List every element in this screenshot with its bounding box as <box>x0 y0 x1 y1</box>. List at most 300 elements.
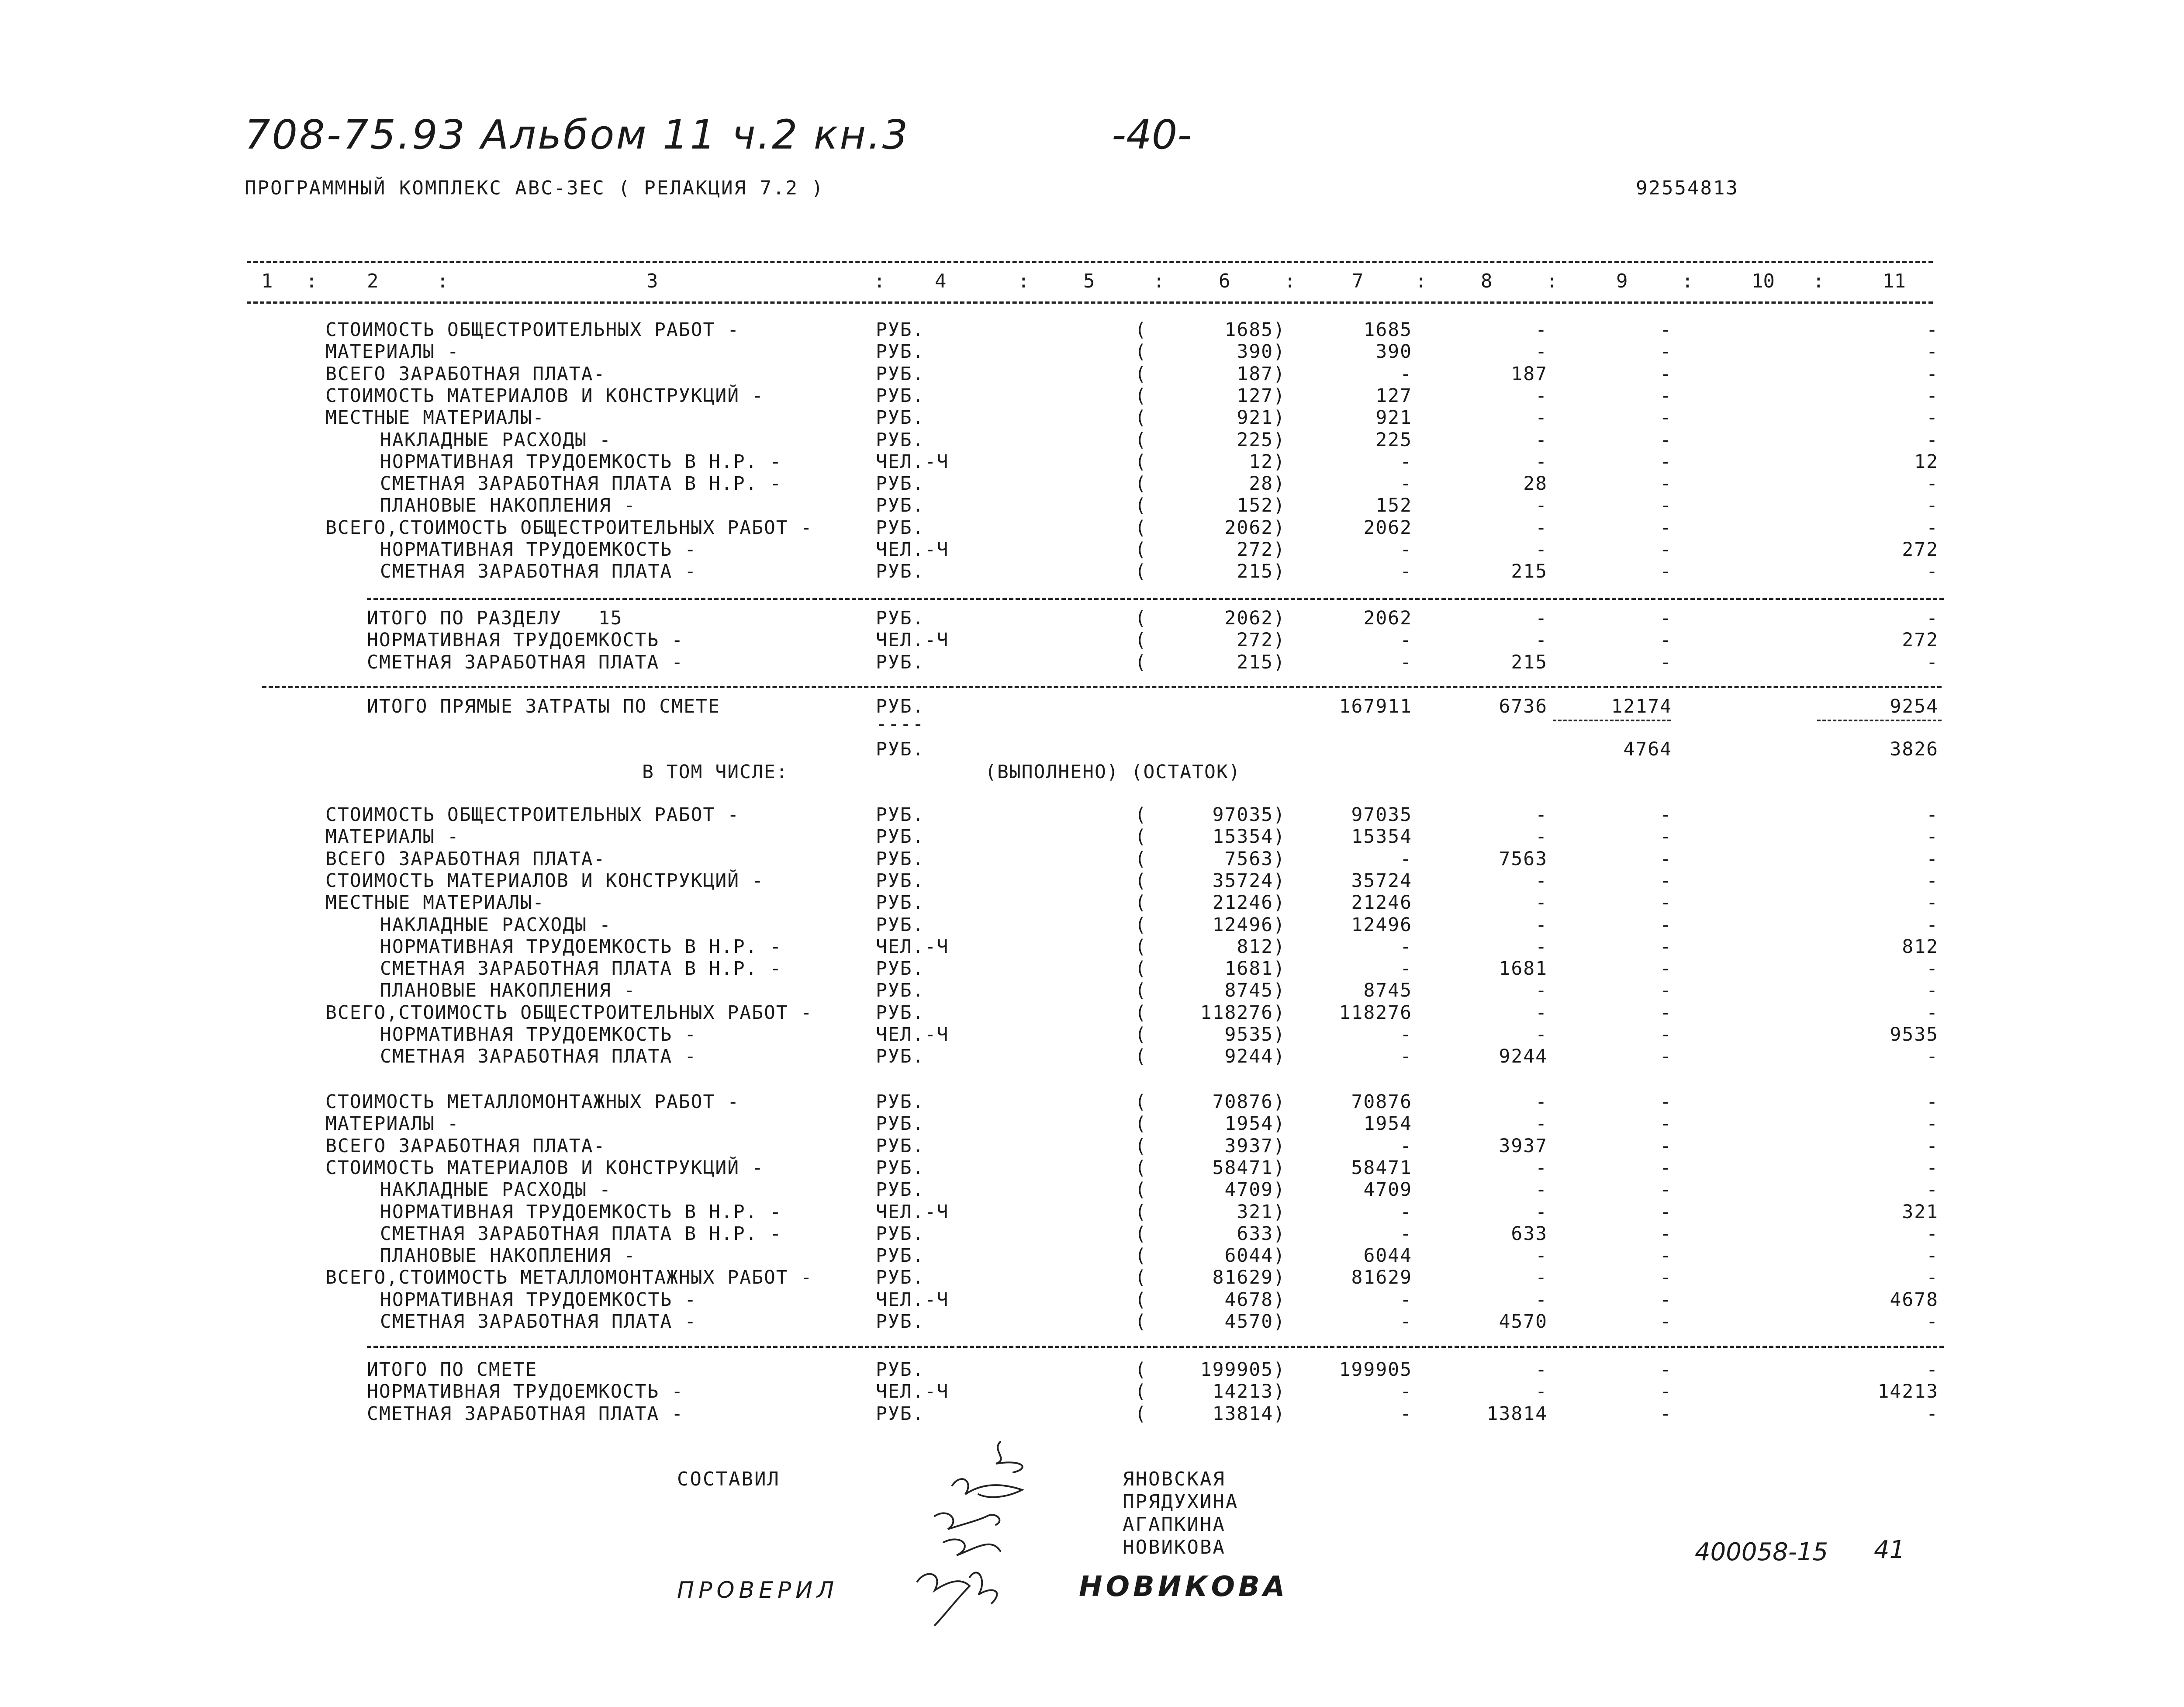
column-8-cell: 4570 <box>1499 1311 1548 1333</box>
row-label: НАКЛАДНЫЕ РАСХОДЫ - <box>380 429 612 451</box>
column-number: 7 <box>1352 270 1364 292</box>
table-row <box>0 914 2184 936</box>
column-7-cell: - <box>1400 651 1412 673</box>
column-6-cell: 1681) <box>1224 958 1286 980</box>
row-label: СМЕТНАЯ ЗАРАБОТНАЯ ПЛАТА В Н.Р. - <box>380 1222 782 1245</box>
column-8-cell: - <box>1535 1001 1548 1024</box>
table-row <box>0 561 2184 582</box>
row-label: СМЕТНАЯ ЗАРАБОТНАЯ ПЛАТА - <box>380 561 697 583</box>
column-6-cell: 4678) <box>1224 1288 1286 1311</box>
unit-cell: РУБ. <box>876 980 925 1002</box>
column-11-cell: - <box>1926 1311 1939 1333</box>
handwritten-album-title: 708-75.93 Альбом 11 ч.2 кн.3 <box>245 111 910 158</box>
table-row <box>0 1223 2184 1245</box>
table-row <box>0 958 2184 980</box>
column-8-cell: - <box>1535 914 1548 936</box>
open-paren: ( <box>1135 1135 1147 1157</box>
open-paren: ( <box>1135 1113 1147 1135</box>
unit-cell: РУБ. <box>876 738 925 760</box>
unit-cell: ЧЕЛ.-Ч <box>876 539 949 561</box>
table-row <box>0 517 2184 539</box>
open-paren: ( <box>1135 1245 1147 1267</box>
column-6-cell: 812) <box>1237 935 1286 958</box>
column-6-cell: 4570) <box>1224 1311 1286 1333</box>
unit-cell: РУБ. <box>876 804 925 826</box>
author-list <box>1123 1468 1238 1559</box>
column-7-cell: - <box>1400 1201 1412 1223</box>
column-separator: : <box>437 270 449 292</box>
open-paren: ( <box>1135 341 1147 363</box>
row-label: МАТЕРИАЛЫ - <box>325 1113 460 1135</box>
column-6-cell: 28) <box>1249 473 1286 495</box>
column-6-cell: 8745) <box>1224 980 1286 1002</box>
column-8-cell: - <box>1535 341 1548 363</box>
column-7-cell: - <box>1400 958 1412 980</box>
column-6-cell: 13814) <box>1212 1402 1286 1425</box>
column-7-cell: - <box>1400 363 1412 385</box>
column-11-cell: - <box>1926 804 1939 826</box>
row-label: НОРМАТИВНАЯ ТРУДОЕМКОСТЬ В Н.Р. - <box>380 1201 782 1223</box>
column-11-cell: - <box>1926 495 1939 517</box>
unit-cell: РУБ. <box>876 607 925 629</box>
row-label: ВСЕГО ЗАРАБОТНАЯ ПЛАТА- <box>325 363 606 385</box>
column-8-cell: - <box>1535 1381 1548 1403</box>
open-paren: ( <box>1135 561 1147 583</box>
open-paren: ( <box>1135 892 1147 914</box>
open-paren: ( <box>1135 869 1147 892</box>
table-row <box>0 936 2184 958</box>
open-paren: ( <box>1135 804 1147 826</box>
table-row <box>0 319 2184 341</box>
column-9-cell: - <box>1660 319 1672 341</box>
row-label: ПЛАНОВЫЕ НАКОПЛЕНИЯ - <box>380 495 636 517</box>
column-9-cell: 12174 <box>1611 696 1672 717</box>
row-label: ПЛАНОВЫЕ НАКОПЛЕНИЯ - <box>380 1245 636 1267</box>
open-paren: ( <box>1135 980 1147 1002</box>
unit-cell: РУБ. <box>876 1046 925 1068</box>
column-number: 3 <box>646 270 658 292</box>
column-8-cell: 1681 <box>1499 958 1548 980</box>
column-7-cell: 81629 <box>1351 1267 1412 1289</box>
column-7-cell: - <box>1400 1024 1412 1046</box>
divider-line <box>367 1346 1944 1348</box>
divider-line <box>1553 720 1671 721</box>
column-11-cell: - <box>1926 1113 1939 1135</box>
table-row <box>0 1289 2184 1311</box>
unit-cell: ЧЕЛ.-Ч <box>876 450 949 473</box>
column-6-cell: 921) <box>1237 407 1286 429</box>
column-7-cell: 12496 <box>1351 914 1412 936</box>
divider-line <box>1817 720 1942 721</box>
done-rest-label: (ВЫПОЛНЕНО) (ОСТАТОК) <box>985 761 1241 783</box>
open-paren: ( <box>1135 1288 1147 1311</box>
unit-cell: РУБ. <box>876 341 925 363</box>
column-number: 10 <box>1752 270 1775 292</box>
column-11-cell: - <box>1926 1001 1939 1024</box>
column-6-cell: 3937) <box>1224 1135 1286 1157</box>
column-11-cell: 321 <box>1902 1201 1939 1223</box>
unit-cell: РУБ. <box>876 958 925 980</box>
column-7-cell: 225 <box>1375 429 1412 451</box>
row-label: НОРМАТИВНАЯ ТРУДОЕМКОСТЬ - <box>380 1024 697 1046</box>
unit-cell: РУБ. <box>876 384 925 407</box>
column-9-cell: - <box>1660 826 1672 848</box>
table-row <box>0 1359 2184 1381</box>
direct-costs-row-2 <box>0 738 2184 760</box>
table-row <box>0 1046 2184 1067</box>
table-row <box>0 495 2184 516</box>
column-7-cell: - <box>1400 539 1412 561</box>
unit-cell: РУБ. <box>876 495 925 517</box>
column-11-cell: - <box>1926 1046 1939 1068</box>
table-row <box>0 1024 2184 1046</box>
column-7-cell: 97035 <box>1351 804 1412 826</box>
unit-cell: РУБ. <box>876 892 925 914</box>
column-6-cell: 9535) <box>1224 1024 1286 1046</box>
column-separator: : <box>1546 270 1558 292</box>
column-8-cell: 215 <box>1511 651 1548 673</box>
column-6-cell: 1685) <box>1224 319 1286 341</box>
column-6-cell: 272) <box>1237 629 1286 651</box>
column-8-cell: - <box>1535 1359 1548 1381</box>
table-row <box>0 1113 2184 1135</box>
column-6-cell: 81629) <box>1212 1267 1286 1289</box>
including-label: В ТОМ ЧИСЛЕ: <box>642 761 788 783</box>
row-label: МЕСТНЫЕ МАТЕРИАЛЫ- <box>325 892 545 914</box>
column-7-cell: 390 <box>1375 341 1412 363</box>
column-separator: : <box>874 270 885 292</box>
column-11-cell: - <box>1926 516 1939 539</box>
table-row <box>0 1091 2184 1113</box>
column-number: 6 <box>1219 270 1230 292</box>
column-11-cell: - <box>1926 1135 1939 1157</box>
column-8-cell: - <box>1535 1156 1548 1179</box>
open-paren: ( <box>1135 384 1147 407</box>
open-paren: ( <box>1135 473 1147 495</box>
column-9-cell: - <box>1660 1024 1672 1046</box>
open-paren: ( <box>1135 407 1147 429</box>
column-11-cell: - <box>1926 869 1939 892</box>
column-9-cell: - <box>1660 651 1672 673</box>
column-6-cell: 633) <box>1237 1222 1286 1245</box>
column-7-cell: - <box>1400 473 1412 495</box>
table-row <box>0 363 2184 385</box>
column-11-cell: 12 <box>1914 450 1939 473</box>
column-7-cell: 921 <box>1375 407 1412 429</box>
column-6-cell: 118276) <box>1200 1001 1286 1024</box>
unit-cell: ЧЕЛ.-Ч <box>876 1288 949 1311</box>
column-9-cell: - <box>1660 804 1672 826</box>
column-8-cell: - <box>1535 539 1548 561</box>
column-9-cell: - <box>1660 1001 1672 1024</box>
row-label: НОРМАТИВНАЯ ТРУДОЕМКОСТЬ - <box>380 1288 697 1311</box>
open-paren: ( <box>1135 1046 1147 1068</box>
column-6-cell: 152) <box>1237 495 1286 517</box>
column-7-cell: 118276 <box>1339 1001 1412 1024</box>
column-11-cell: - <box>1926 363 1939 385</box>
column-6-cell: 7563) <box>1224 848 1286 870</box>
column-9-cell: - <box>1660 1135 1672 1157</box>
unit-cell: РУБ. <box>876 826 925 848</box>
column-8-cell: - <box>1535 384 1548 407</box>
column-11-cell: 3826 <box>1890 738 1939 760</box>
column-6-cell: 12) <box>1249 450 1286 473</box>
row-label: СТОИМОСТЬ ОБЩЕСТРОИТЕЛЬНЫХ РАБОТ - <box>325 319 740 341</box>
row-label: НОРМАТИВНАЯ ТРУДОЕМКОСТЬ - <box>380 539 697 561</box>
unit-cell: РУБ. <box>876 407 925 429</box>
unit-cell: РУБ. <box>876 1091 925 1113</box>
row-label: НАКЛАДНЫЕ РАСХОДЫ - <box>380 914 612 936</box>
column-9-cell: 4764 <box>1623 738 1672 760</box>
column-6-cell: 21246) <box>1212 892 1286 914</box>
row-label: МАТЕРИАЛЫ - <box>325 341 460 363</box>
row-label: ИТОГО ПРЯМЫЕ ЗАТРАТЫ ПО СМЕТЕ <box>367 696 720 717</box>
table-row <box>0 1179 2184 1201</box>
column-header-row <box>0 270 2184 296</box>
column-8-cell: - <box>1535 495 1548 517</box>
column-9-cell: - <box>1660 539 1672 561</box>
column-8-cell: - <box>1535 869 1548 892</box>
column-9-cell: - <box>1660 1222 1672 1245</box>
column-7-cell: - <box>1400 1402 1412 1425</box>
column-7-cell: 167911 <box>1339 696 1412 717</box>
column-9-cell: - <box>1660 980 1672 1002</box>
column-8-cell: - <box>1535 1201 1548 1223</box>
column-8-cell: - <box>1535 804 1548 826</box>
column-11-cell: - <box>1926 826 1939 848</box>
unit-cell: ЧЕЛ.-Ч <box>876 935 949 958</box>
unit-cell: РУБ. <box>876 651 925 673</box>
column-6-cell: 35724) <box>1212 869 1286 892</box>
column-7-cell: 58471 <box>1351 1156 1412 1179</box>
column-9-cell: - <box>1660 561 1672 583</box>
open-paren: ( <box>1135 826 1147 848</box>
column-9-cell: - <box>1660 958 1672 980</box>
column-11-cell: - <box>1926 1222 1939 1245</box>
column-8-cell: - <box>1535 1267 1548 1289</box>
open-paren: ( <box>1135 607 1147 629</box>
column-7-cell: - <box>1400 1135 1412 1157</box>
column-7-cell: - <box>1400 450 1412 473</box>
signature-scribble <box>891 1433 1075 1634</box>
row-label: СМЕТНАЯ ЗАРАБОТНАЯ ПЛАТА - <box>380 1311 697 1333</box>
column-6-cell: 14213) <box>1212 1381 1286 1403</box>
column-8-cell: - <box>1535 935 1548 958</box>
open-paren: ( <box>1135 848 1147 870</box>
composed-label: СОСТАВИЛ <box>677 1468 780 1490</box>
row-label: СТОИМОСТЬ ОБЩЕСТРОИТЕЛЬНЫХ РАБОТ - <box>325 804 740 826</box>
unit-cell: РУБ. <box>876 1267 925 1289</box>
column-8-cell: - <box>1535 826 1548 848</box>
column-separator: : <box>1153 270 1165 292</box>
column-9-cell: - <box>1660 1113 1672 1135</box>
column-7-cell: 2062 <box>1363 607 1412 629</box>
divider-line <box>247 301 1933 304</box>
column-11-cell: - <box>1926 651 1939 673</box>
divider-line <box>262 686 1942 688</box>
column-9-cell: - <box>1660 384 1672 407</box>
column-separator: : <box>1018 270 1030 292</box>
column-11-cell: - <box>1926 1359 1939 1381</box>
direct-costs-dashes-row <box>0 713 2184 735</box>
column-8-cell: - <box>1535 450 1548 473</box>
column-7-cell: 70876 <box>1351 1091 1412 1113</box>
open-paren: ( <box>1135 1311 1147 1333</box>
column-6-cell: 215) <box>1237 561 1286 583</box>
column-6-cell: 272) <box>1237 539 1286 561</box>
column-8-cell: - <box>1535 407 1548 429</box>
column-8-cell: 9244 <box>1499 1046 1548 1068</box>
column-7-cell: 199905 <box>1339 1359 1412 1381</box>
author-name: ЯНОВСКАЯ <box>1123 1468 1226 1490</box>
table-row <box>0 1201 2184 1223</box>
row-label: НОРМАТИВНАЯ ТРУДОЕМКОСТЬ В Н.Р. - <box>380 935 782 958</box>
column-7-cell: 127 <box>1375 384 1412 407</box>
row-label: МАТЕРИАЛЫ - <box>325 826 460 848</box>
column-8-cell: - <box>1535 1091 1548 1113</box>
column-7-cell: 1685 <box>1363 319 1412 341</box>
open-paren: ( <box>1135 1179 1147 1201</box>
table-row <box>0 1157 2184 1179</box>
handwritten-page-number: -40- <box>1112 111 1192 158</box>
table-row <box>0 1267 2184 1288</box>
column-6-cell: 2062) <box>1224 607 1286 629</box>
row-label: СМЕТНАЯ ЗАРАБОТНАЯ ПЛАТА В Н.Р. - <box>380 473 782 495</box>
column-11-cell: - <box>1926 1179 1939 1201</box>
program-line: ПРОГРАММНЫЙ КОМПЛЕКС АВС-3ЕС ( РЕЛАКЦИЯ 7.2 ) <box>245 177 825 199</box>
column-11-cell: - <box>1926 1267 1939 1289</box>
column-9-cell: - <box>1660 341 1672 363</box>
table-row <box>0 451 2184 473</box>
column-11-cell: 4678 <box>1890 1288 1939 1311</box>
column-9-cell: - <box>1660 1046 1672 1068</box>
row-label: ВСЕГО ЗАРАБОТНАЯ ПЛАТА- <box>325 1135 606 1157</box>
open-paren: ( <box>1135 319 1147 341</box>
column-11-cell: 9535 <box>1890 1024 1939 1046</box>
column-8-cell: - <box>1535 319 1548 341</box>
table-row <box>0 1245 2184 1267</box>
row-label: СТОИМОСТЬ МЕТАЛЛОМОНТАЖНЫХ РАБОТ - <box>325 1091 740 1113</box>
column-11-cell: - <box>1926 473 1939 495</box>
column-8-cell: - <box>1535 1288 1548 1311</box>
column-number: 1 <box>261 270 273 292</box>
column-6-cell: 1954) <box>1224 1113 1286 1135</box>
column-6-cell: 225) <box>1237 429 1286 451</box>
unit-cell: РУБ. <box>876 1222 925 1245</box>
column-6-cell: 187) <box>1237 363 1286 385</box>
row-label: СМЕТНАЯ ЗАРАБОТНАЯ ПЛАТА - <box>367 1402 684 1425</box>
column-8-cell: 215 <box>1511 561 1548 583</box>
column-8-cell: 187 <box>1511 363 1548 385</box>
column-7-cell: - <box>1400 848 1412 870</box>
unit-cell: РУБ. <box>876 848 925 870</box>
open-paren: ( <box>1135 429 1147 451</box>
column-separator: : <box>1813 270 1825 292</box>
author-name: НОВИКОВА <box>1123 1536 1226 1558</box>
column-6-cell: 4709) <box>1224 1179 1286 1201</box>
table-row <box>0 980 2184 1001</box>
column-9-cell: - <box>1660 407 1672 429</box>
column-7-cell: 2062 <box>1363 516 1412 539</box>
open-paren: ( <box>1135 651 1147 673</box>
unit-cell: РУБ. <box>876 1311 925 1333</box>
column-7-cell: - <box>1400 1222 1412 1245</box>
column-8-cell: 3937 <box>1499 1135 1548 1157</box>
table-row <box>0 1381 2184 1402</box>
open-paren: ( <box>1135 1359 1147 1381</box>
unit-cell: РУБ. <box>876 1402 925 1425</box>
column-7-cell: - <box>1400 1288 1412 1311</box>
row-label: НОРМАТИВНАЯ ТРУДОЕМКОСТЬ В Н.Р. - <box>380 450 782 473</box>
column-7-cell: 21246 <box>1351 892 1412 914</box>
column-11-cell: 272 <box>1902 629 1939 651</box>
row-label: ПЛАНОВЫЕ НАКОПЛЕНИЯ - <box>380 980 636 1002</box>
column-9-cell: - <box>1660 1245 1672 1267</box>
column-11-cell: - <box>1926 980 1939 1002</box>
row-label: СТОИМОСТЬ МАТЕРИАЛОВ И КОНСТРУКЦИЙ - <box>325 384 764 407</box>
open-paren: ( <box>1135 1267 1147 1289</box>
row-label: СМЕТНАЯ ЗАРАБОТНАЯ ПЛАТА В Н.Р. - <box>380 958 782 980</box>
column-11-cell: - <box>1926 429 1939 451</box>
column-9-cell: - <box>1660 892 1672 914</box>
column-8-cell: - <box>1535 429 1548 451</box>
table-row <box>0 1002 2184 1024</box>
divider-line <box>247 261 1933 263</box>
column-6-cell: 199905) <box>1200 1359 1286 1381</box>
row-label: ВСЕГО,СТОИМОСТЬ ОБЩЕСТРОИТЕЛЬНЫХ РАБОТ - <box>325 516 813 539</box>
column-11-cell: - <box>1926 561 1939 583</box>
column-8-cell: 7563 <box>1499 848 1548 870</box>
column-6-cell: 127) <box>1237 384 1286 407</box>
column-9-cell: - <box>1660 607 1672 629</box>
column-9-cell: - <box>1660 495 1672 517</box>
unit-cell: РУБ. <box>876 516 925 539</box>
column-9-cell: - <box>1660 869 1672 892</box>
column-number: 11 <box>1883 270 1906 292</box>
column-separator: : <box>306 270 318 292</box>
table-row <box>0 607 2184 629</box>
column-11-cell: - <box>1926 914 1939 936</box>
unit-cell: РУБ. <box>876 429 925 451</box>
column-11-cell: - <box>1926 607 1939 629</box>
table-row <box>0 629 2184 651</box>
open-paren: ( <box>1135 629 1147 651</box>
column-11-cell: 14213 <box>1877 1381 1939 1403</box>
table-row <box>0 1135 2184 1157</box>
stamp-code: 400058-15 <box>1695 1538 1828 1566</box>
column-6-cell: 6044) <box>1224 1245 1286 1267</box>
column-8-cell: - <box>1535 980 1548 1002</box>
unit-cell: ЧЕЛ.-Ч <box>876 1024 949 1046</box>
column-11-cell: - <box>1926 319 1939 341</box>
row-label: ВСЕГО ЗАРАБОТНАЯ ПЛАТА- <box>325 848 606 870</box>
table-row <box>0 848 2184 870</box>
row-label: ИТОГО ПО СМЕТЕ <box>367 1359 538 1381</box>
open-paren: ( <box>1135 1001 1147 1024</box>
column-7-cell: 8745 <box>1363 980 1412 1002</box>
column-7-cell: 152 <box>1375 495 1412 517</box>
open-paren: ( <box>1135 1222 1147 1245</box>
column-separator: : <box>1284 270 1296 292</box>
unit-cell: РУБ. <box>876 363 925 385</box>
column-9-cell: - <box>1660 1288 1672 1311</box>
column-8-cell: 28 <box>1523 473 1548 495</box>
divider-line <box>367 598 1944 600</box>
unit-cell: РУБ. <box>876 914 925 936</box>
column-11-cell: 812 <box>1902 935 1939 958</box>
open-paren: ( <box>1135 1091 1147 1113</box>
column-9-cell: - <box>1660 1156 1672 1179</box>
